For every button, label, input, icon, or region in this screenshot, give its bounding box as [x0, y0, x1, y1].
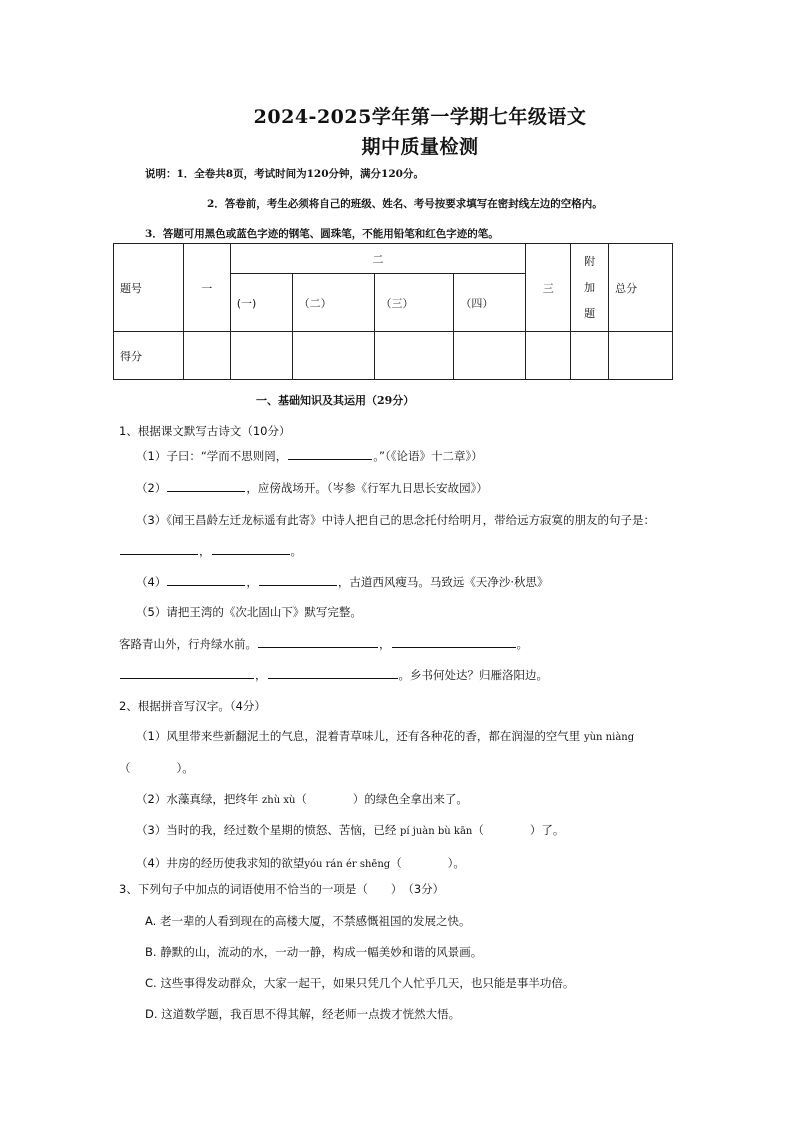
q1-item5-line1-end: 。 [516, 637, 528, 651]
exam-title-line1: 2024-2025学年第一学期七年级语文 [253, 106, 587, 128]
score-cell-2-3[interactable] [374, 332, 454, 380]
col-part-2: 二 [230, 244, 526, 274]
score-cell-1[interactable] [183, 332, 230, 380]
q1-item1-post: 。”（《论语》十二章》） [373, 449, 483, 463]
score-table [113, 243, 673, 380]
q2-item3-pinyin: pí juàn bù kān [399, 826, 473, 837]
q1-item5-line1-pre: 客路青山外，行舟绿水前。 [119, 637, 257, 651]
q1-item5: （5）请把王湾的《次北固山下》默写完整。 [136, 605, 362, 619]
q1-item1-pre: （1）子曰：“学而不思则罔， [136, 449, 288, 463]
score-cell-total[interactable] [609, 332, 673, 380]
q1-item4-pre: （4） [136, 575, 167, 589]
row-label-question-number: 题号 [114, 244, 184, 332]
col-total: 总分 [609, 244, 673, 332]
score-cell-2-2[interactable] [292, 332, 374, 380]
instruction-1: 说明：1．全卷共8页，考试时间为120分钟，满分120分。 [145, 168, 424, 180]
q2-item2 [136, 791, 468, 807]
q2-item2-post[interactable]: （ ）的绿色全拿出来了。 [295, 792, 468, 806]
sub-col-4: （四） [454, 274, 526, 332]
q3-option-c[interactable]: C. 这些事得发动群众，大家一起干，如果只凭几个人忙乎几天，也只能是事半功倍。 [145, 976, 575, 990]
q2-item1-text: （1）风里带来些新翻泥土的气息，混着青草味儿，还有各种花的香，都在润湿的空气里 [136, 729, 581, 743]
answer-blank[interactable] [259, 575, 337, 586]
q2-item4-pre: （4）井房的经历使我求知的欲望 [136, 856, 305, 870]
q3-option-b[interactable]: B. 静默的山，流动的水，一动一静，构成一幅美妙和谐的风景画。 [145, 945, 483, 959]
col-extra-questions [571, 244, 609, 332]
q2-item2-pinyin: zhù xù [261, 795, 296, 806]
score-cell-3[interactable] [526, 332, 571, 380]
score-cell-2-4[interactable] [454, 332, 526, 380]
col-part-1: 一 [183, 244, 230, 332]
q2-item4 [136, 855, 465, 871]
col-part-3: 三 [526, 244, 571, 332]
q1-item5-line1 [119, 636, 528, 652]
answer-blank[interactable] [212, 544, 290, 555]
q1-item3: （3）《闻王昌龄左迁龙标遥有此寄》中诗人把自己的思念托付给明月，带给远方寂寞的朋友的句子是： [136, 513, 656, 527]
answer-blank[interactable] [258, 637, 378, 648]
answer-blank[interactable] [392, 637, 516, 648]
q3-option-a[interactable]: A. 老一辈的人看到现在的高楼大厦，不禁感慨祖国的发展之快。 [145, 914, 471, 928]
q1-item5-line2-sep: ， [255, 668, 267, 682]
answer-blank[interactable] [120, 544, 198, 555]
q1-item2-post: ，应傍战场开。（岑参《行军九日思长安故园》） [246, 481, 488, 495]
q1-item4-sep: ， [246, 575, 258, 589]
instruction-2: 2．答卷前，考生必须将自己的班级、姓名、考号按要求填写在密封线左边的空格内。 [207, 198, 603, 210]
instruction-3: 3．答题可用黑色或蓝色字迹的钢笔、圆珠笔，不能用铅笔和红色字迹的笔。 [145, 228, 499, 240]
q2-item3-post[interactable]: （ ）了。 [472, 823, 565, 837]
q2-item4-post[interactable]: （ ）。 [390, 856, 465, 870]
q1-title: 1、根据课文默写古诗文（10分） [119, 424, 291, 438]
q1-item5-line1-sep: ， [379, 637, 391, 651]
sub-col-2: （二） [292, 274, 374, 332]
q3-title: 3、下列句子中加点的词语使用不恰当的一项是（ ） （3分） [119, 882, 445, 896]
q2-item3-pre: （3）当时的我，经过数个星期的愤怒、苦恼，已经 [136, 823, 397, 837]
score-cell-extra[interactable] [571, 332, 609, 380]
q2-item1-answer[interactable]: （ ）。 [119, 761, 194, 775]
q1-item3-end: 。 [290, 544, 302, 558]
q2-item3 [136, 822, 564, 838]
exam-title-line2: 期中质量检测 [361, 136, 479, 158]
extra-char-2: 加 [584, 280, 596, 294]
q1-item4-post: ，古道西风瘦马。马致远《天净沙·秋思》 [337, 575, 549, 589]
answer-blank[interactable] [268, 668, 398, 679]
sub-col-3: （三） [374, 274, 454, 332]
q1-item4 [136, 574, 548, 590]
answer-blank[interactable] [120, 668, 254, 679]
q1-item3-sep: ， [199, 544, 211, 558]
q1-item5-line2 [119, 667, 548, 683]
q1-item2 [136, 480, 488, 496]
answer-blank[interactable] [167, 481, 245, 492]
q2-item1-pinyin: yùn niàng [583, 732, 635, 743]
row-label-score: 得分 [114, 332, 184, 380]
score-cell-2-1[interactable] [230, 332, 292, 380]
answer-blank[interactable] [288, 449, 372, 460]
q2-item1 [136, 728, 634, 744]
sub-col-1: (一) [230, 274, 292, 332]
extra-char-3: 题 [584, 306, 596, 320]
extra-char-1: 附 [584, 254, 596, 268]
q1-item1 [136, 448, 483, 464]
q1-item2-pre: （2） [136, 481, 167, 495]
q2-item4-pinyin: yóu rán ér shēng [304, 859, 391, 870]
q1-item5-line2-post: 。乡书何处达？归雁洛阳边。 [398, 668, 548, 682]
q3-option-d[interactable]: D. 这道数学题，我百思不得其解，经老师一点拨才恍然大悟。 [145, 1007, 461, 1021]
q1-item3-answer-line [119, 543, 302, 559]
answer-blank[interactable] [167, 575, 245, 586]
q2-title: 2、根据拼音写汉字。（4分） [119, 699, 266, 713]
q2-item2-pre: （2）水藻真绿，把终年 [136, 792, 259, 806]
section-1-heading: 一、基础知识及其运用（29分） [256, 394, 415, 407]
